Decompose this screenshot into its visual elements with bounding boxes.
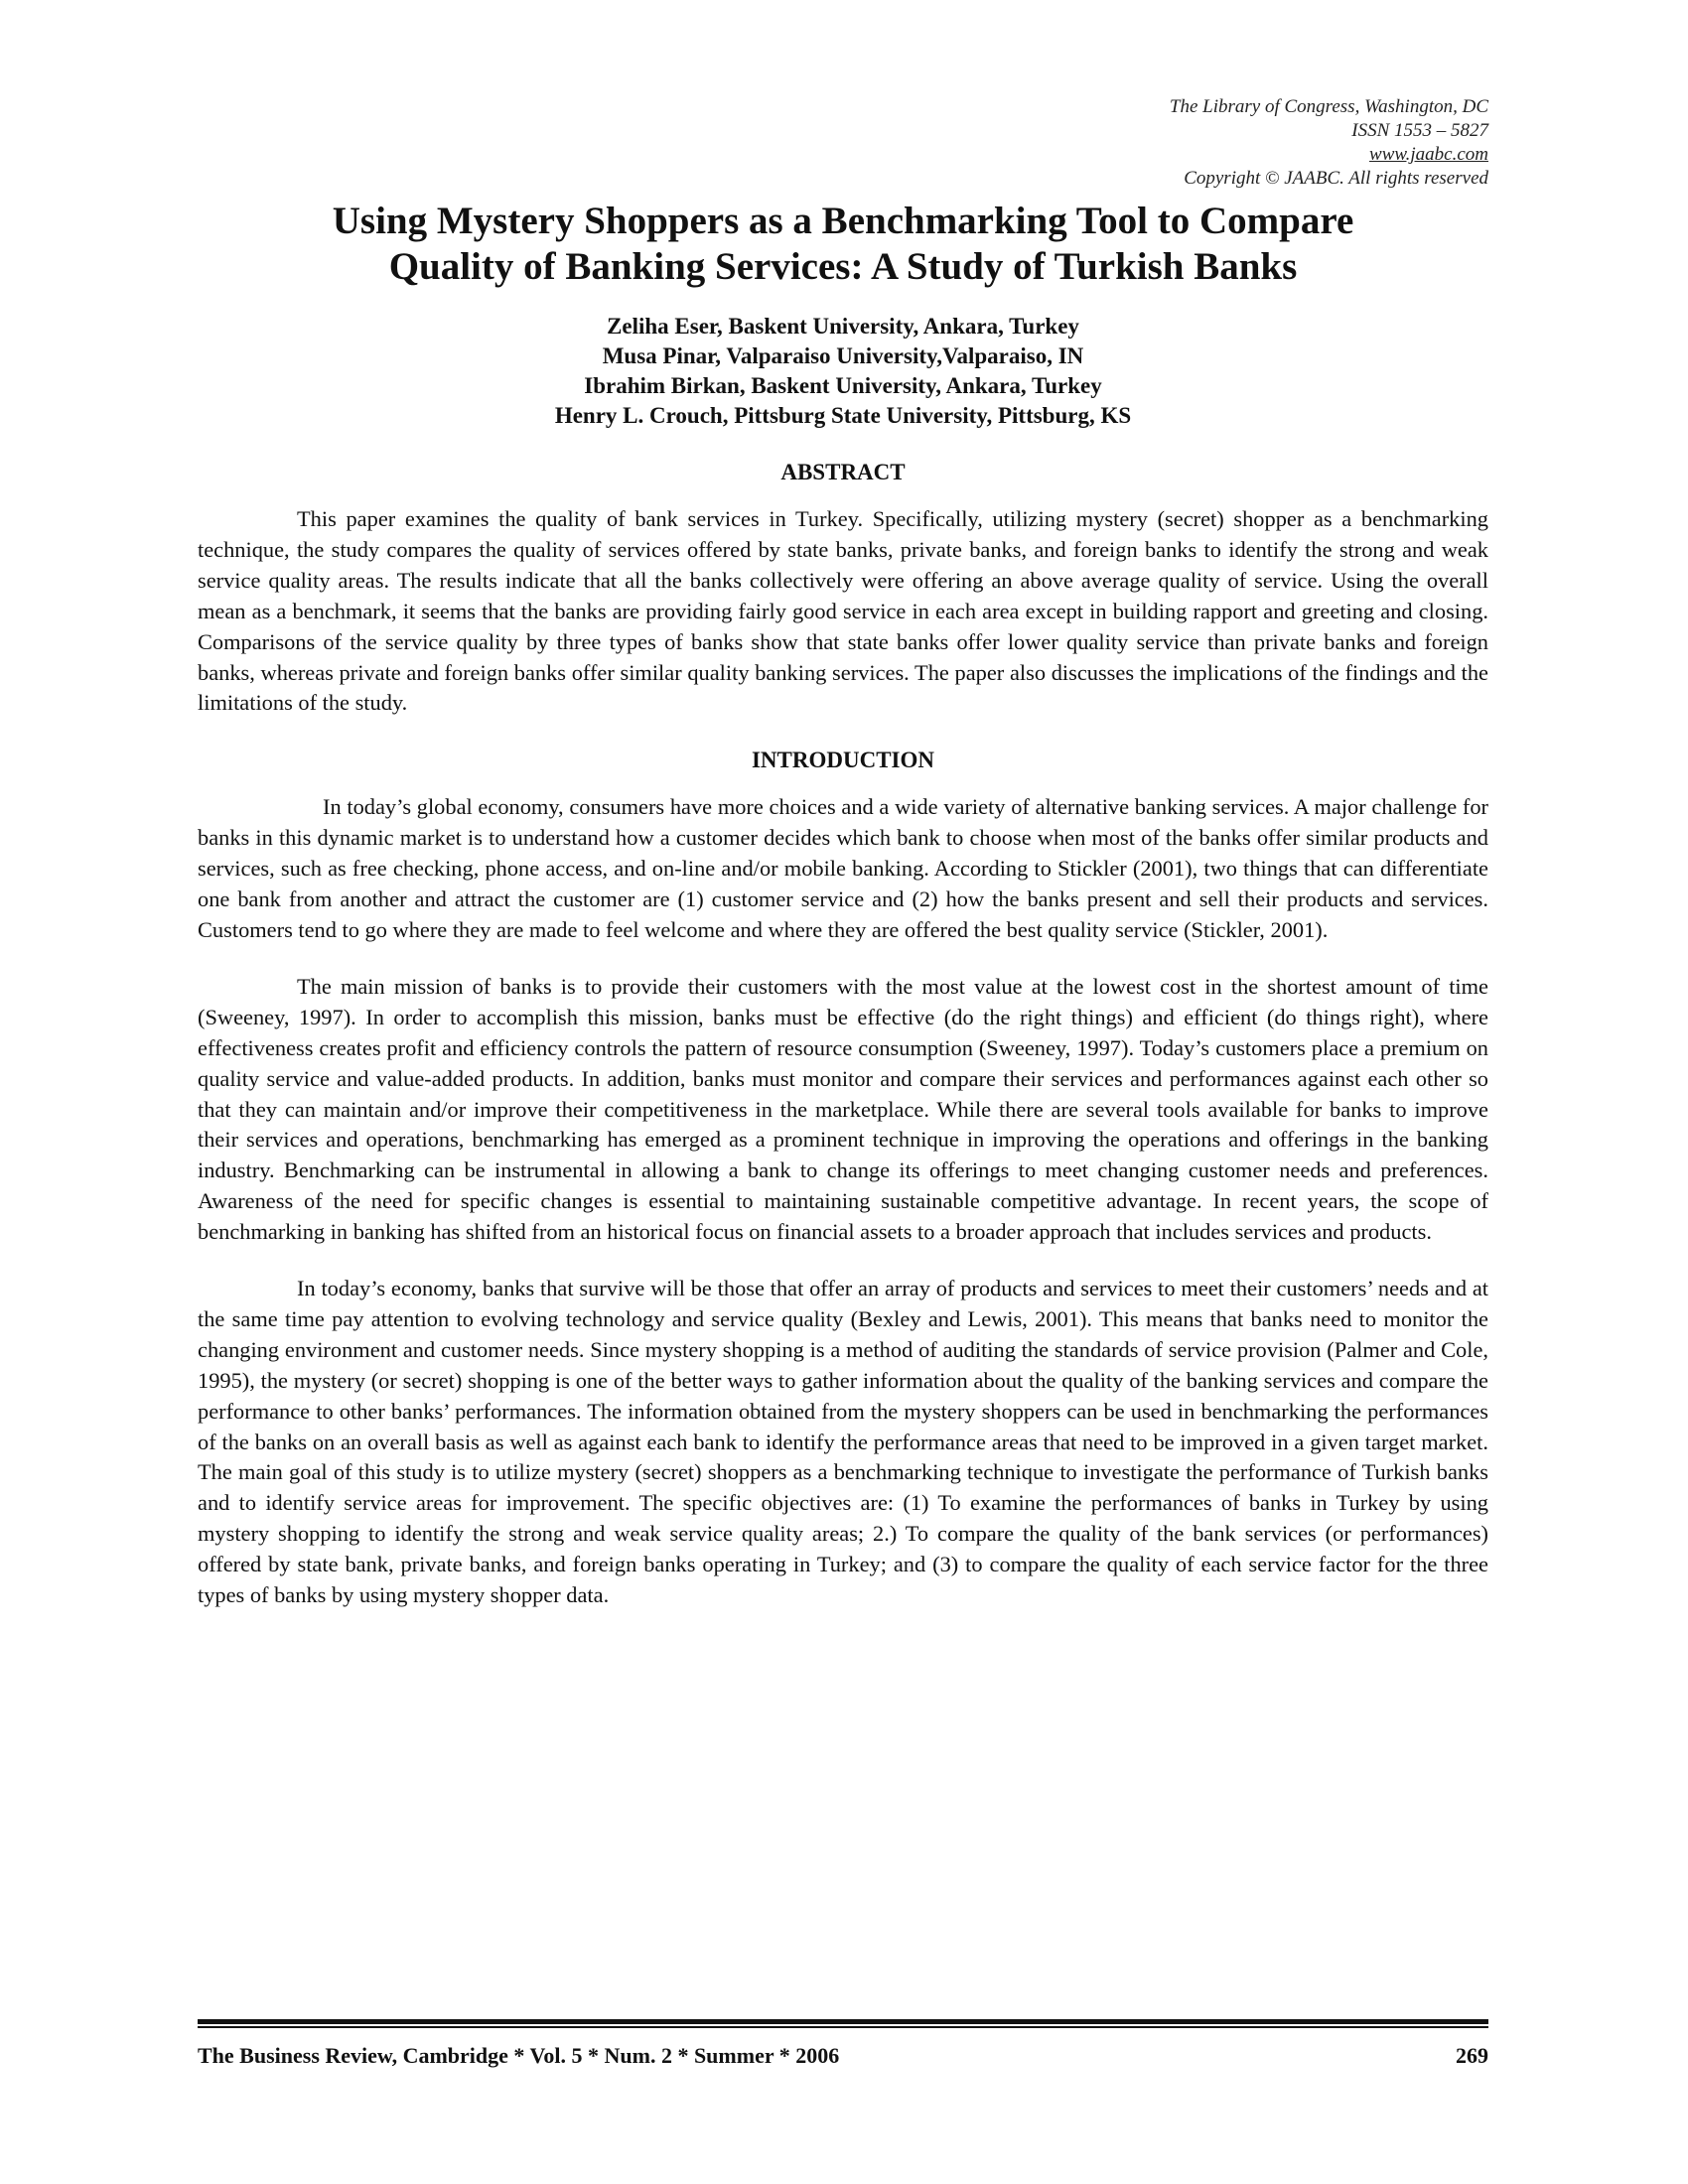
journal-header xyxy=(198,95,1488,191)
page-footer xyxy=(198,2019,1488,2069)
author-line: Ibrahim Birkan, Baskent University, Ankara, Turkey xyxy=(584,373,1102,398)
paper-title-line-2: Quality of Banking Services: A Study of Turkish Banks xyxy=(388,245,1298,288)
author-line: Musa Pinar, Valparaiso University,Valparaiso, IN xyxy=(602,343,1084,368)
abstract-heading: ABSTRACT xyxy=(780,460,906,484)
intro-paragraph: The main mission of banks is to provide their customers with the most value at the lowest cost in the shortest amount of time (Sweeney, 1997). In order to accomplish this mission, banks must be effective (do the right things) and efficient (do things right), where effectiveness creates profit and efficiency controls the pattern of resource consumption (Sweeney, 1997). Today’s customers place a premium on quality service and value-added products. In addition, banks must monitor and compare their services and performances against each other so that they can maintain and/or improve their competitiveness in the marketplace. While there are several tools available for banks to improve their services and operations, benchmarking has emerged as a prominent technique in improving the operations and offerings in the banking industry. Benchmarking can be instrumental in allowing a bank to change its offerings to meet changing customer needs and preferences. Awareness of the need for specific changes is essential to maintaining sustainable competitive advantage. In recent years, the scope of benchmarking in banking has shifted from an historical focus on financial assets to a broader approach that includes services and products. xyxy=(198,973,1488,1245)
intro-paragraph: In today’s global economy, consumers have more choices and a wide variety of alternative banking services. A major challenge for banks in this dynamic market is to understand how a customer decides which bank to choose when most of the banks offer similar products and services, such as free checking, phone access, and on-line and/or mobile banking. According to Stickler (2001), two things that can differentiate one bank from another and attract the customer are (1) customer service and (2) how the banks present and sell their products and services. Customers tend to go where they are made to feel welcome and where they are offered the best quality service (Stickler, 2001). xyxy=(198,794,1488,942)
journal-url-link[interactable]: www.jaabc.com xyxy=(1369,144,1488,165)
author-line: Zeliha Eser, Baskent University, Ankara, Turkey xyxy=(607,314,1079,339)
introduction-heading: INTRODUCTION xyxy=(751,748,935,773)
paper-title xyxy=(198,199,1488,290)
footer-row xyxy=(198,2043,1488,2069)
footer-rule-thick xyxy=(198,2019,1488,2024)
footer-rule-thin xyxy=(198,2026,1488,2028)
footer-journal-citation: The Business Review, Cambridge * Vol. 5 * Num. 2 * Summer * 2006 xyxy=(198,2043,840,2068)
paper-title-line-1: Using Mystery Shoppers as a Benchmarking Tool to Compare xyxy=(332,200,1354,242)
abstract-text: This paper examines the quality of bank services in Turkey. Specifically, utilizing mystery (secret) shopper as a benchmarking technique, the study compares the quality of services offered by state banks, private banks, and foreign banks to identify the strong and weak service quality areas. The results indicate that all the banks collectively were offering an above average quality of service. Using the overall mean as a benchmark, it seems that the banks are providing fairly good service in each area except in building rapport and greeting and closing. Comparisons of the service quality by three types of banks show that state banks offer lower quality service than private banks and foreign banks, whereas private and foreign banks offer similar quality banking services. The paper also discusses the implications of the findings and the limitations of the study. xyxy=(198,506,1488,716)
library-line: The Library of Congress, Washington, DC xyxy=(1169,96,1488,117)
paper-page xyxy=(198,95,1488,1611)
page-number: 269 xyxy=(1456,2043,1488,2068)
author-list xyxy=(198,312,1488,431)
issn-line: ISSN 1553 – 5827 xyxy=(1351,120,1488,141)
copyright-line: Copyright © JAABC. All rights reserved xyxy=(1184,168,1488,189)
author-line: Henry L. Crouch, Pittsburg State University, Pittsburg, KS xyxy=(554,403,1132,428)
intro-paragraph: In today’s economy, banks that survive will be those that offer an array of products and services to meet their customers’ needs and at the same time pay attention to evolving technology and service quality (Bexley and Lewis, 2001). This means that banks need to monitor the changing environment and customer needs. Since mystery shopping is a method of auditing the standards of service provision (Palmer and Cole, 1995), the mystery (or secret) shopping is one of the better ways to gather information about the quality of the banking services and compare the performance to other banks’ performances. The information obtained from the mystery shoppers can be used in benchmarking the performances of the banks on an overall basis as well as against each bank to identify the performance areas that need to be improved in a given target market. The main goal of this study is to utilize mystery (secret) shoppers as a benchmarking technique to investigate the performance of Turkish banks and to identify service areas for improvement. The specific objectives are: (1) To examine the performances of banks in Turkey by using mystery shopping to identify the strong and weak service quality areas; 2.) To compare the quality of the bank services (or performances) offered by state bank, private banks, and foreign banks operating in Turkey; and (3) to compare the quality of each service factor for the three types of banks by using mystery shopper data. xyxy=(198,1276,1488,1608)
